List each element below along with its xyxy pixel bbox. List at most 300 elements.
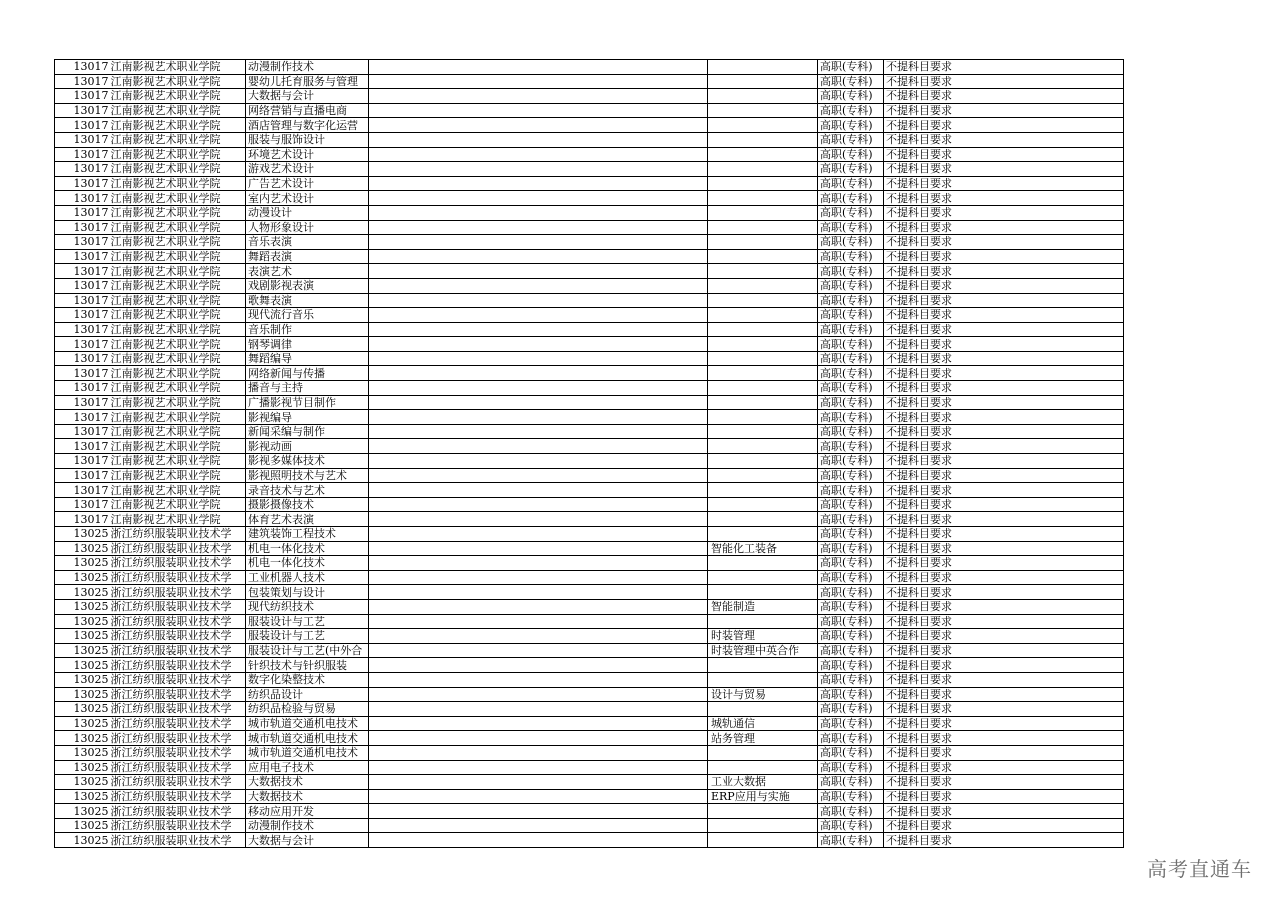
table-row: [55, 118, 1124, 133]
note-cell: [369, 235, 708, 250]
school-code-cell: 13017: [55, 322, 110, 337]
school-name-cell: 浙江纺织服装职业技术学: [110, 745, 246, 760]
direction-cell: [708, 278, 818, 293]
table-row: [55, 191, 1124, 206]
school-name-cell: 江南影视艺术职业学院: [110, 410, 246, 425]
direction-cell: [708, 497, 818, 512]
school-code-cell: 13017: [55, 147, 110, 162]
level-cell: 高职(专科): [818, 308, 884, 323]
subject-requirement-cell: 不提科目要求: [884, 672, 1124, 687]
subject-requirement-cell: 不提科目要求: [884, 541, 1124, 556]
table-row: [55, 454, 1124, 469]
direction-cell: [708, 351, 818, 366]
table-row: [55, 760, 1124, 775]
school-name-cell: 浙江纺织服装职业技术学: [110, 731, 246, 746]
note-cell: [369, 249, 708, 264]
table-row: [55, 512, 1124, 527]
major-name-cell: 动漫制作技术: [246, 818, 369, 833]
school-code-cell: 13017: [55, 89, 110, 104]
school-code-cell: 13017: [55, 60, 110, 75]
subject-requirement-cell: 不提科目要求: [884, 629, 1124, 644]
note-cell: [369, 366, 708, 381]
subject-requirement-cell: 不提科目要求: [884, 220, 1124, 235]
school-name-cell: 江南影视艺术职业学院: [110, 132, 246, 147]
table-row: [55, 293, 1124, 308]
note-cell: [369, 468, 708, 483]
level-cell: 高职(专科): [818, 366, 884, 381]
school-name-cell: 浙江纺织服装职业技术学: [110, 716, 246, 731]
level-cell: 高职(专科): [818, 60, 884, 75]
table-row: [55, 658, 1124, 673]
subject-requirement-cell: 不提科目要求: [884, 74, 1124, 89]
table-row: [55, 205, 1124, 220]
subject-requirement-cell: 不提科目要求: [884, 264, 1124, 279]
school-name-cell: 江南影视艺术职业学院: [110, 395, 246, 410]
subject-requirement-cell: 不提科目要求: [884, 614, 1124, 629]
major-name-cell: 人物形象设计: [246, 220, 369, 235]
subject-requirement-cell: 不提科目要求: [884, 702, 1124, 717]
major-name-cell: 舞蹈编导: [246, 351, 369, 366]
school-code-cell: 13017: [55, 205, 110, 220]
major-name-cell: 城市轨道交通机电技术: [246, 731, 369, 746]
direction-cell: [708, 454, 818, 469]
direction-cell: [708, 235, 818, 250]
direction-cell: [708, 468, 818, 483]
school-name-cell: 浙江纺织服装职业技术学: [110, 775, 246, 790]
school-name-cell: 浙江纺织服装职业技术学: [110, 556, 246, 571]
direction-cell: [708, 205, 818, 220]
subject-requirement-cell: 不提科目要求: [884, 745, 1124, 760]
major-name-cell: 音乐制作: [246, 322, 369, 337]
level-cell: 高职(专科): [818, 74, 884, 89]
level-cell: 高职(专科): [818, 614, 884, 629]
direction-cell: [708, 74, 818, 89]
note-cell: [369, 220, 708, 235]
table-row: [55, 614, 1124, 629]
level-cell: 高职(专科): [818, 658, 884, 673]
note-cell: [369, 147, 708, 162]
subject-requirement-cell: 不提科目要求: [884, 643, 1124, 658]
major-name-cell: 服装与服饰设计: [246, 132, 369, 147]
level-cell: 高职(专科): [818, 468, 884, 483]
school-code-cell: 13025: [55, 643, 110, 658]
major-name-cell: 表演艺术: [246, 264, 369, 279]
note-cell: [369, 308, 708, 323]
school-name-cell: 浙江纺织服装职业技术学: [110, 804, 246, 819]
note-cell: [369, 191, 708, 206]
direction-cell: [708, 818, 818, 833]
table-row: [55, 220, 1124, 235]
school-name-cell: 江南影视艺术职业学院: [110, 278, 246, 293]
school-name-cell: 浙江纺织服装职业技术学: [110, 760, 246, 775]
school-code-cell: 13025: [55, 716, 110, 731]
direction-cell: [708, 439, 818, 454]
table-row: [55, 570, 1124, 585]
note-cell: [369, 410, 708, 425]
level-cell: 高职(专科): [818, 89, 884, 104]
level-cell: 高职(专科): [818, 322, 884, 337]
direction-cell: 智能制造: [708, 599, 818, 614]
level-cell: 高职(专科): [818, 410, 884, 425]
direction-cell: [708, 745, 818, 760]
school-name-cell: 江南影视艺术职业学院: [110, 264, 246, 279]
school-name-cell: 江南影视艺术职业学院: [110, 205, 246, 220]
major-name-cell: 服装设计与工艺: [246, 614, 369, 629]
watermark-text: 高考直通车: [1147, 857, 1252, 881]
subject-requirement-cell: 不提科目要求: [884, 205, 1124, 220]
subject-requirement-cell: 不提科目要求: [884, 337, 1124, 352]
school-name-cell: 江南影视艺术职业学院: [110, 89, 246, 104]
level-cell: 高职(专科): [818, 264, 884, 279]
major-name-cell: 建筑装饰工程技术: [246, 527, 369, 542]
table-row: [55, 775, 1124, 790]
table-row: [55, 497, 1124, 512]
school-name-cell: 江南影视艺术职业学院: [110, 439, 246, 454]
level-cell: 高职(专科): [818, 483, 884, 498]
subject-requirement-cell: 不提科目要求: [884, 89, 1124, 104]
level-cell: 高职(专科): [818, 191, 884, 206]
school-code-cell: 13025: [55, 614, 110, 629]
note-cell: [369, 337, 708, 352]
school-name-cell: 浙江纺织服装职业技术学: [110, 658, 246, 673]
major-name-cell: 移动应用开发: [246, 804, 369, 819]
school-name-cell: 浙江纺织服装职业技术学: [110, 527, 246, 542]
note-cell: [369, 162, 708, 177]
note-cell: [369, 293, 708, 308]
school-name-cell: 江南影视艺术职业学院: [110, 497, 246, 512]
table-row: [55, 629, 1124, 644]
school-name-cell: 江南影视艺术职业学院: [110, 293, 246, 308]
direction-cell: [708, 118, 818, 133]
school-name-cell: 浙江纺织服装职业技术学: [110, 585, 246, 600]
school-code-cell: 13017: [55, 497, 110, 512]
subject-requirement-cell: 不提科目要求: [884, 322, 1124, 337]
table-row: [55, 672, 1124, 687]
direction-cell: 设计与贸易: [708, 687, 818, 702]
table-row: [55, 235, 1124, 250]
table-row: [55, 162, 1124, 177]
table-row: [55, 264, 1124, 279]
direction-cell: [708, 570, 818, 585]
school-name-cell: 浙江纺织服装职业技术学: [110, 614, 246, 629]
subject-requirement-cell: 不提科目要求: [884, 395, 1124, 410]
direction-cell: [708, 162, 818, 177]
major-name-cell: 针织技术与针织服装: [246, 658, 369, 673]
direction-cell: [708, 381, 818, 396]
direction-cell: 工业大数据: [708, 775, 818, 790]
level-cell: 高职(专科): [818, 731, 884, 746]
direction-cell: [708, 483, 818, 498]
major-name-cell: 体育艺术表演: [246, 512, 369, 527]
subject-requirement-cell: 不提科目要求: [884, 293, 1124, 308]
note-cell: [369, 132, 708, 147]
table-row: [55, 60, 1124, 75]
note-cell: [369, 585, 708, 600]
major-name-cell: 酒店管理与数字化运营: [246, 118, 369, 133]
school-name-cell: 浙江纺织服装职业技术学: [110, 672, 246, 687]
school-name-cell: 江南影视艺术职业学院: [110, 454, 246, 469]
table-row: [55, 366, 1124, 381]
subject-requirement-cell: 不提科目要求: [884, 731, 1124, 746]
level-cell: 高职(专科): [818, 162, 884, 177]
note-cell: [369, 614, 708, 629]
major-name-cell: 影视编导: [246, 410, 369, 425]
level-cell: 高职(专科): [818, 541, 884, 556]
major-name-cell: 音乐表演: [246, 235, 369, 250]
direction-cell: 智能化工装备: [708, 541, 818, 556]
table-row: [55, 585, 1124, 600]
school-code-cell: 13017: [55, 176, 110, 191]
school-code-cell: 13025: [55, 702, 110, 717]
school-code-cell: 13025: [55, 629, 110, 644]
direction-cell: [708, 308, 818, 323]
school-code-cell: 13025: [55, 658, 110, 673]
school-code-cell: 13017: [55, 249, 110, 264]
table-row: [55, 410, 1124, 425]
school-code-cell: 13017: [55, 235, 110, 250]
direction-cell: [708, 220, 818, 235]
major-name-cell: 网络营销与直播电商: [246, 103, 369, 118]
major-name-cell: 工业机器人技术: [246, 570, 369, 585]
school-code-cell: 13025: [55, 804, 110, 819]
note-cell: [369, 643, 708, 658]
note-cell: [369, 60, 708, 75]
subject-requirement-cell: 不提科目要求: [884, 789, 1124, 804]
note-cell: [369, 527, 708, 542]
direction-cell: [708, 585, 818, 600]
major-name-cell: 广播影视节目制作: [246, 395, 369, 410]
note-cell: [369, 322, 708, 337]
direction-cell: [708, 658, 818, 673]
table-row: [55, 176, 1124, 191]
school-code-cell: 13025: [55, 527, 110, 542]
school-name-cell: 江南影视艺术职业学院: [110, 118, 246, 133]
note-cell: [369, 424, 708, 439]
school-name-cell: 江南影视艺术职业学院: [110, 322, 246, 337]
school-code-cell: 13025: [55, 672, 110, 687]
subject-requirement-cell: 不提科目要求: [884, 147, 1124, 162]
direction-cell: 站务管理: [708, 731, 818, 746]
major-name-cell: 影视动画: [246, 439, 369, 454]
school-code-cell: 13017: [55, 264, 110, 279]
direction-cell: [708, 191, 818, 206]
note-cell: [369, 658, 708, 673]
school-code-cell: 13025: [55, 818, 110, 833]
note-cell: [369, 103, 708, 118]
subject-requirement-cell: 不提科目要求: [884, 716, 1124, 731]
school-code-cell: 13017: [55, 220, 110, 235]
school-code-cell: 13025: [55, 556, 110, 571]
school-code-cell: 13017: [55, 439, 110, 454]
subject-requirement-cell: 不提科目要求: [884, 570, 1124, 585]
school-code-cell: 13025: [55, 570, 110, 585]
major-name-cell: 摄影摄像技术: [246, 497, 369, 512]
note-cell: [369, 789, 708, 804]
level-cell: 高职(专科): [818, 512, 884, 527]
level-cell: 高职(专科): [818, 439, 884, 454]
school-name-cell: 江南影视艺术职业学院: [110, 176, 246, 191]
school-code-cell: 13017: [55, 351, 110, 366]
direction-cell: [708, 512, 818, 527]
table-row: [55, 483, 1124, 498]
note-cell: [369, 833, 708, 848]
school-name-cell: 江南影视艺术职业学院: [110, 220, 246, 235]
direction-cell: [708, 264, 818, 279]
school-name-cell: 浙江纺织服装职业技术学: [110, 789, 246, 804]
note-cell: [369, 439, 708, 454]
school-name-cell: 江南影视艺术职业学院: [110, 512, 246, 527]
table-row: [55, 337, 1124, 352]
level-cell: 高职(专科): [818, 454, 884, 469]
school-name-cell: 江南影视艺术职业学院: [110, 308, 246, 323]
level-cell: 高职(专科): [818, 818, 884, 833]
major-name-cell: 录音技术与艺术: [246, 483, 369, 498]
major-name-cell: 钢琴调律: [246, 337, 369, 352]
level-cell: 高职(专科): [818, 103, 884, 118]
school-code-cell: 13017: [55, 366, 110, 381]
level-cell: 高职(专科): [818, 672, 884, 687]
note-cell: [369, 512, 708, 527]
level-cell: 高职(专科): [818, 702, 884, 717]
subject-requirement-cell: 不提科目要求: [884, 424, 1124, 439]
direction-cell: ERP应用与实施: [708, 789, 818, 804]
table-row: [55, 74, 1124, 89]
level-cell: 高职(专科): [818, 760, 884, 775]
direction-cell: [708, 833, 818, 848]
note-cell: [369, 118, 708, 133]
major-name-cell: 机电一体化技术: [246, 541, 369, 556]
school-code-cell: 13017: [55, 395, 110, 410]
direction-cell: [708, 60, 818, 75]
major-name-cell: 影视多媒体技术: [246, 454, 369, 469]
note-cell: [369, 483, 708, 498]
note-cell: [369, 264, 708, 279]
note-cell: [369, 176, 708, 191]
school-code-cell: 13017: [55, 118, 110, 133]
level-cell: 高职(专科): [818, 643, 884, 658]
table-row: [55, 147, 1124, 162]
table-row: [55, 833, 1124, 848]
table-row: [55, 395, 1124, 410]
note-cell: [369, 74, 708, 89]
note-cell: [369, 89, 708, 104]
note-cell: [369, 731, 708, 746]
subject-requirement-cell: 不提科目要求: [884, 249, 1124, 264]
school-code-cell: 13017: [55, 103, 110, 118]
school-name-cell: 江南影视艺术职业学院: [110, 191, 246, 206]
major-name-cell: 城市轨道交通机电技术: [246, 716, 369, 731]
school-name-cell: 江南影视艺术职业学院: [110, 366, 246, 381]
school-code-cell: 13017: [55, 132, 110, 147]
table-row: [55, 789, 1124, 804]
level-cell: 高职(专科): [818, 789, 884, 804]
school-name-cell: 江南影视艺术职业学院: [110, 235, 246, 250]
subject-requirement-cell: 不提科目要求: [884, 658, 1124, 673]
major-name-cell: 新闻采编与制作: [246, 424, 369, 439]
note-cell: [369, 760, 708, 775]
major-name-cell: 现代纺织技术: [246, 599, 369, 614]
note-cell: [369, 716, 708, 731]
level-cell: 高职(专科): [818, 381, 884, 396]
school-name-cell: 江南影视艺术职业学院: [110, 337, 246, 352]
direction-cell: 时装管理: [708, 629, 818, 644]
major-requirements-table: [54, 59, 1124, 848]
subject-requirement-cell: 不提科目要求: [884, 176, 1124, 191]
direction-cell: [708, 293, 818, 308]
subject-requirement-cell: 不提科目要求: [884, 381, 1124, 396]
note-cell: [369, 629, 708, 644]
level-cell: 高职(专科): [818, 293, 884, 308]
school-name-cell: 江南影视艺术职业学院: [110, 74, 246, 89]
school-code-cell: 13025: [55, 745, 110, 760]
table-row: [55, 745, 1124, 760]
direction-cell: [708, 527, 818, 542]
level-cell: 高职(专科): [818, 716, 884, 731]
table-row: [55, 322, 1124, 337]
note-cell: [369, 205, 708, 220]
school-name-cell: 江南影视艺术职业学院: [110, 147, 246, 162]
school-name-cell: 浙江纺织服装职业技术学: [110, 818, 246, 833]
major-name-cell: 环境艺术设计: [246, 147, 369, 162]
school-name-cell: 江南影视艺术职业学院: [110, 249, 246, 264]
level-cell: 高职(专科): [818, 395, 884, 410]
school-code-cell: 13017: [55, 191, 110, 206]
school-code-cell: 13025: [55, 789, 110, 804]
direction-cell: [708, 366, 818, 381]
subject-requirement-cell: 不提科目要求: [884, 775, 1124, 790]
level-cell: 高职(专科): [818, 424, 884, 439]
school-code-cell: 13017: [55, 483, 110, 498]
subject-requirement-cell: 不提科目要求: [884, 162, 1124, 177]
subject-requirement-cell: 不提科目要求: [884, 512, 1124, 527]
subject-requirement-cell: 不提科目要求: [884, 804, 1124, 819]
note-cell: [369, 702, 708, 717]
school-name-cell: 江南影视艺术职业学院: [110, 103, 246, 118]
major-name-cell: 服装设计与工艺: [246, 629, 369, 644]
subject-requirement-cell: 不提科目要求: [884, 454, 1124, 469]
note-cell: [369, 381, 708, 396]
note-cell: [369, 804, 708, 819]
subject-requirement-cell: 不提科目要求: [884, 468, 1124, 483]
table-row: [55, 132, 1124, 147]
school-name-cell: 浙江纺织服装职业技术学: [110, 702, 246, 717]
level-cell: 高职(专科): [818, 497, 884, 512]
subject-requirement-cell: 不提科目要求: [884, 351, 1124, 366]
level-cell: 高职(专科): [818, 205, 884, 220]
level-cell: 高职(专科): [818, 527, 884, 542]
level-cell: 高职(专科): [818, 833, 884, 848]
subject-requirement-cell: 不提科目要求: [884, 103, 1124, 118]
school-code-cell: 13017: [55, 381, 110, 396]
note-cell: [369, 570, 708, 585]
level-cell: 高职(专科): [818, 249, 884, 264]
direction-cell: 城轨通信: [708, 716, 818, 731]
subject-requirement-cell: 不提科目要求: [884, 599, 1124, 614]
level-cell: 高职(专科): [818, 147, 884, 162]
direction-cell: [708, 147, 818, 162]
subject-requirement-cell: 不提科目要求: [884, 235, 1124, 250]
direction-cell: [708, 395, 818, 410]
table-row: [55, 351, 1124, 366]
major-name-cell: 戏剧影视表演: [246, 278, 369, 293]
school-code-cell: 13017: [55, 468, 110, 483]
subject-requirement-cell: 不提科目要求: [884, 118, 1124, 133]
major-name-cell: 播音与主持: [246, 381, 369, 396]
subject-requirement-cell: 不提科目要求: [884, 527, 1124, 542]
table-row: [55, 731, 1124, 746]
school-code-cell: 13017: [55, 293, 110, 308]
level-cell: 高职(专科): [818, 687, 884, 702]
